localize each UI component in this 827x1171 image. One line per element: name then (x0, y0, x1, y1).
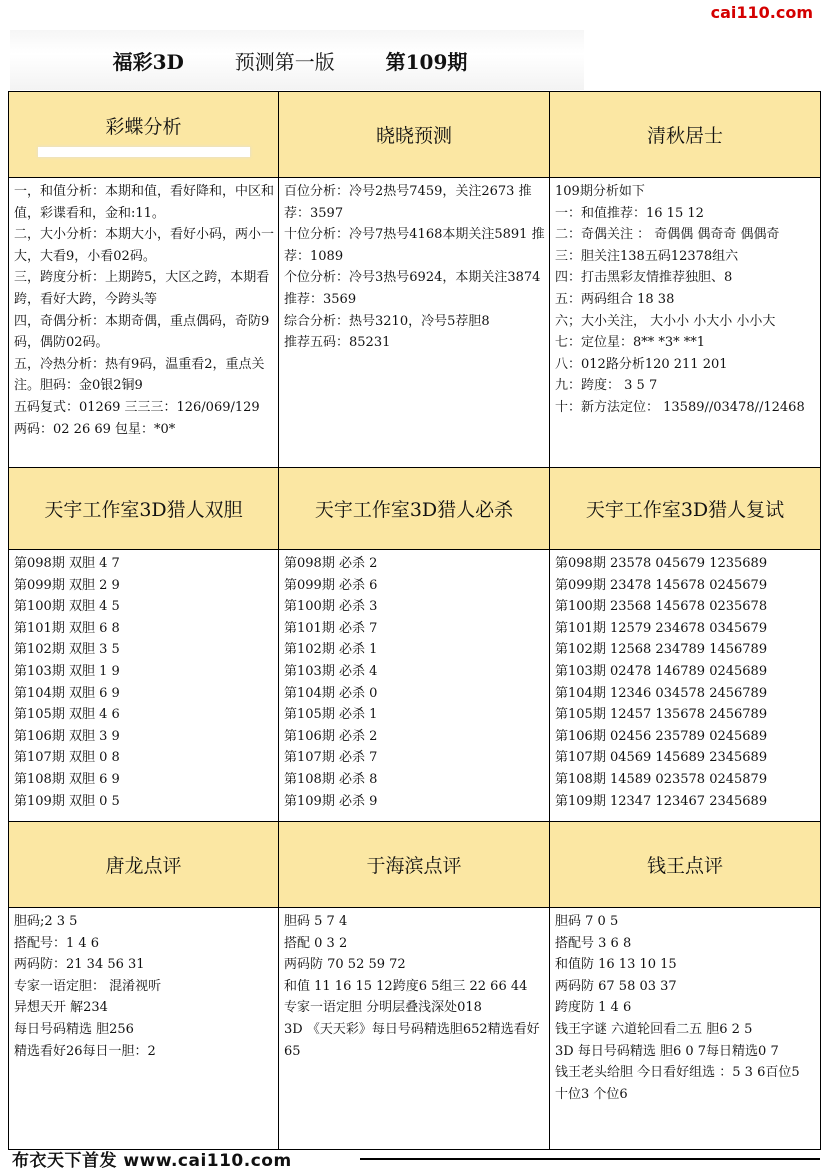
section-title: 彩蝶分析 (105, 116, 182, 138)
section-title: 天宇工作室3D猎人必杀 (314, 499, 514, 521)
text-line: 第100期 23568 145678 0235678 (555, 599, 768, 615)
text-line: 第108期 双胆 6 9 (14, 771, 120, 787)
text-line: 三，跨度分析：上期跨5，大区之跨，本期看跨，看好大跨，今跨头等 (14, 270, 270, 307)
section-header (9, 92, 279, 178)
text-line: 第098期 必杀 2 (284, 556, 378, 571)
text-line: 十位分析：冷号7热号4168本期关注5891 推荐：1089 (284, 227, 545, 264)
text-line: 第109期 12347 123467 2345689 (555, 793, 768, 809)
text-line: 第102期 12568 234789 1456789 (555, 642, 768, 658)
section-header (550, 92, 821, 178)
text-line: 十：新方法定位： 13589//03478//12468 (555, 399, 805, 415)
text-line: 第107期 双胆 0 8 (14, 750, 120, 766)
footer-rule (360, 1158, 820, 1160)
text-line: 第106期 必杀 2 (284, 728, 378, 744)
page-title (10, 46, 570, 75)
text-line: 第104期 双胆 6 9 (14, 685, 120, 701)
text-line: 异想天开 解234 (14, 1000, 108, 1016)
text-line: 第109期 必杀 9 (284, 793, 378, 809)
text-line: 第103期 双胆 1 9 (14, 663, 120, 679)
section-title: 天宇工作室3D猎人双胆 (44, 499, 243, 521)
section-body (279, 178, 550, 468)
text-line: 第098期 双胆 4 7 (14, 556, 120, 571)
text-line: 一：和值推荐：16 15 12 (555, 205, 704, 221)
section-body (279, 908, 550, 1150)
text-line: 专家一语定胆 分明层叠浅深处018 (284, 1000, 482, 1016)
prediction-grid (8, 91, 821, 1150)
text-line: 第101期 双胆 6 8 (14, 620, 120, 636)
text-line: 两码防 67 58 03 37 (555, 978, 677, 994)
text-line: 第099期 必杀 6 (284, 577, 378, 593)
text-line: 综合分析：热号3210，冷号5荐胆8 (284, 313, 490, 329)
text-line: 第100期 必杀 3 (284, 599, 378, 615)
text-line: 五：两码组合 18 38 (555, 291, 675, 307)
text-line: 第108期 14589 023578 0245879 (555, 771, 768, 787)
text-line: 搭配 0 3 2 (284, 935, 348, 951)
text-line: 第101期 必杀 7 (284, 620, 378, 636)
edition-label: 预测第一版 (234, 50, 335, 74)
text-line: 八：012路分析120 211 201 (555, 356, 728, 372)
site-logo: cai110.com (710, 3, 813, 22)
section-header (9, 468, 279, 550)
text-line: 第106期 双胆 3 9 (14, 728, 120, 744)
section-title: 钱王点评 (646, 855, 723, 877)
text-line: 第104期 12346 034578 2456789 (555, 685, 768, 701)
text-line: 第101期 12579 234678 0345679 (555, 620, 768, 636)
text-line: 四，奇偶分析：本期奇偶，重点偶码，奇防9码，偶防02码。 (14, 313, 270, 351)
text-line: 第099期 双胆 2 9 (14, 577, 120, 593)
text-line: 第103期 必杀 4 (284, 663, 378, 679)
text-line: 两码防 70 52 59 72 (284, 957, 406, 973)
text-line: 百位分析：冷号2热号7459，关注2673 推荐：3597 (284, 184, 532, 221)
section-header (279, 468, 550, 550)
text-line: 第103期 02478 146789 0245689 (555, 663, 768, 679)
section-header (9, 822, 279, 908)
text-line: 第105期 必杀 1 (284, 707, 378, 723)
section-header (550, 822, 821, 908)
text-line: 第109期 双胆 0 5 (14, 793, 120, 809)
issue-label: 第109期 (385, 50, 468, 74)
text-line: 每日号码精选 胆256 (14, 1021, 134, 1037)
text-line: 专家一语定胆： 混淆视听 (14, 978, 162, 994)
text-line: 四：打击黑彩友情推荐独胆、8 (555, 270, 733, 286)
text-line: 个位分析：冷号3热号6924，本期关注3874 推荐：3569 (284, 270, 541, 307)
text-line: 3D 每日号码精选 胆6 0 7每日精选0 7 (555, 1043, 779, 1059)
text-line: 和值防 16 13 10 15 (555, 957, 677, 973)
text-line: 一，和值分析：本期和值，看好降和，中区和值，彩谍看和，金和:11。 (14, 184, 275, 221)
text-line: 第102期 必杀 1 (284, 642, 378, 658)
text-line: 第100期 双胆 4 5 (14, 599, 120, 615)
section-header (279, 92, 550, 178)
text-line: 第106期 02456 235789 0245689 (555, 728, 768, 744)
section-body (9, 908, 279, 1150)
section-title: 晓晓预测 (375, 125, 452, 147)
section-title: 唐龙点评 (105, 855, 182, 877)
section-title: 天宇工作室3D猎人复试 (585, 499, 785, 521)
redaction-bar (38, 147, 250, 157)
text-line: 搭配号 3 6 8 (555, 935, 632, 951)
text-line: 第108期 必杀 8 (284, 771, 378, 787)
section-header (550, 468, 821, 550)
text-line: 第102期 双胆 3 5 (14, 642, 120, 658)
text-line: 五码复式：01269 三三三：126/069/129 两码：02 26 69 包星：*0* (14, 399, 260, 437)
text-line: 第104期 必杀 0 (284, 685, 378, 701)
text-line: 第099期 23478 145678 0245679 (555, 577, 768, 593)
text-line: 第107期 04569 145689 2345689 (555, 750, 768, 766)
section-body (550, 178, 821, 468)
section-body (279, 550, 550, 822)
text-line: 二：奇偶关注 ： 奇偶偶 偶奇奇 偶偶奇 (555, 227, 780, 243)
text-line: 六；大小关注， 大小小 小大小 小小大 (555, 313, 776, 329)
section-body (9, 550, 279, 822)
text-line: 和值 11 16 15 12跨度6 5组三 22 66 44 (284, 978, 528, 994)
text-line: 钱王老头给胆 今日看好组选 ：5 3 6百位5 十位3 个位6 (555, 1065, 800, 1102)
section-body (9, 178, 279, 468)
footer-watermark: 布衣天下首发 www.cai110.com (12, 1151, 292, 1171)
text-line: 第105期 12457 135678 2456789 (555, 707, 768, 723)
text-line: 胆码 5 7 4 (284, 914, 348, 929)
text-line: 胆码 7 0 5 (555, 914, 619, 929)
text-line: 搭配号：1 4 6 (14, 935, 100, 951)
text-line: 精选看好26每日一胆：2 (14, 1043, 156, 1059)
section-title: 于海滨点评 (366, 855, 462, 877)
text-line: 推荐五码：85231 (284, 335, 391, 351)
text-line: 九：跨度： 3 5 7 (555, 378, 658, 394)
section-header (279, 822, 550, 908)
text-line: 七：定位星：8** *3* **1 (555, 335, 706, 351)
text-line: 两码防：21 34 56 31 (14, 957, 145, 973)
text-line: 109期分析如下 (555, 184, 645, 199)
text-line: 第107期 必杀 7 (284, 750, 378, 766)
section-body (550, 550, 821, 822)
lottery-name: 福彩3D (112, 50, 184, 74)
text-line: 第105期 双胆 4 6 (14, 707, 120, 723)
text-line: 五，冷热分析：热有9码，温重看2，重点关注。胆码：金0银2铜9 (14, 356, 265, 394)
text-line: 三：胆关注138五码12378组六 (555, 248, 739, 264)
text-line: 第098期 23578 045679 1235689 (555, 556, 768, 571)
text-line: 3D 《天天彩》每日号码精选胆652精选看好65 (284, 1021, 540, 1059)
text-line: 二，大小分析：本期大小，看好小码，两小一大，大看9，小看02码。 (14, 227, 275, 264)
section-body (550, 908, 821, 1150)
text-line: 钱王字谜 六道轮回看二五 胆6 2 5 (555, 1021, 753, 1037)
section-title: 清秋居士 (646, 125, 723, 147)
text-line: 胆码;2 3 5 (14, 914, 78, 929)
text-line: 跨度防 1 4 6 (555, 1000, 632, 1016)
